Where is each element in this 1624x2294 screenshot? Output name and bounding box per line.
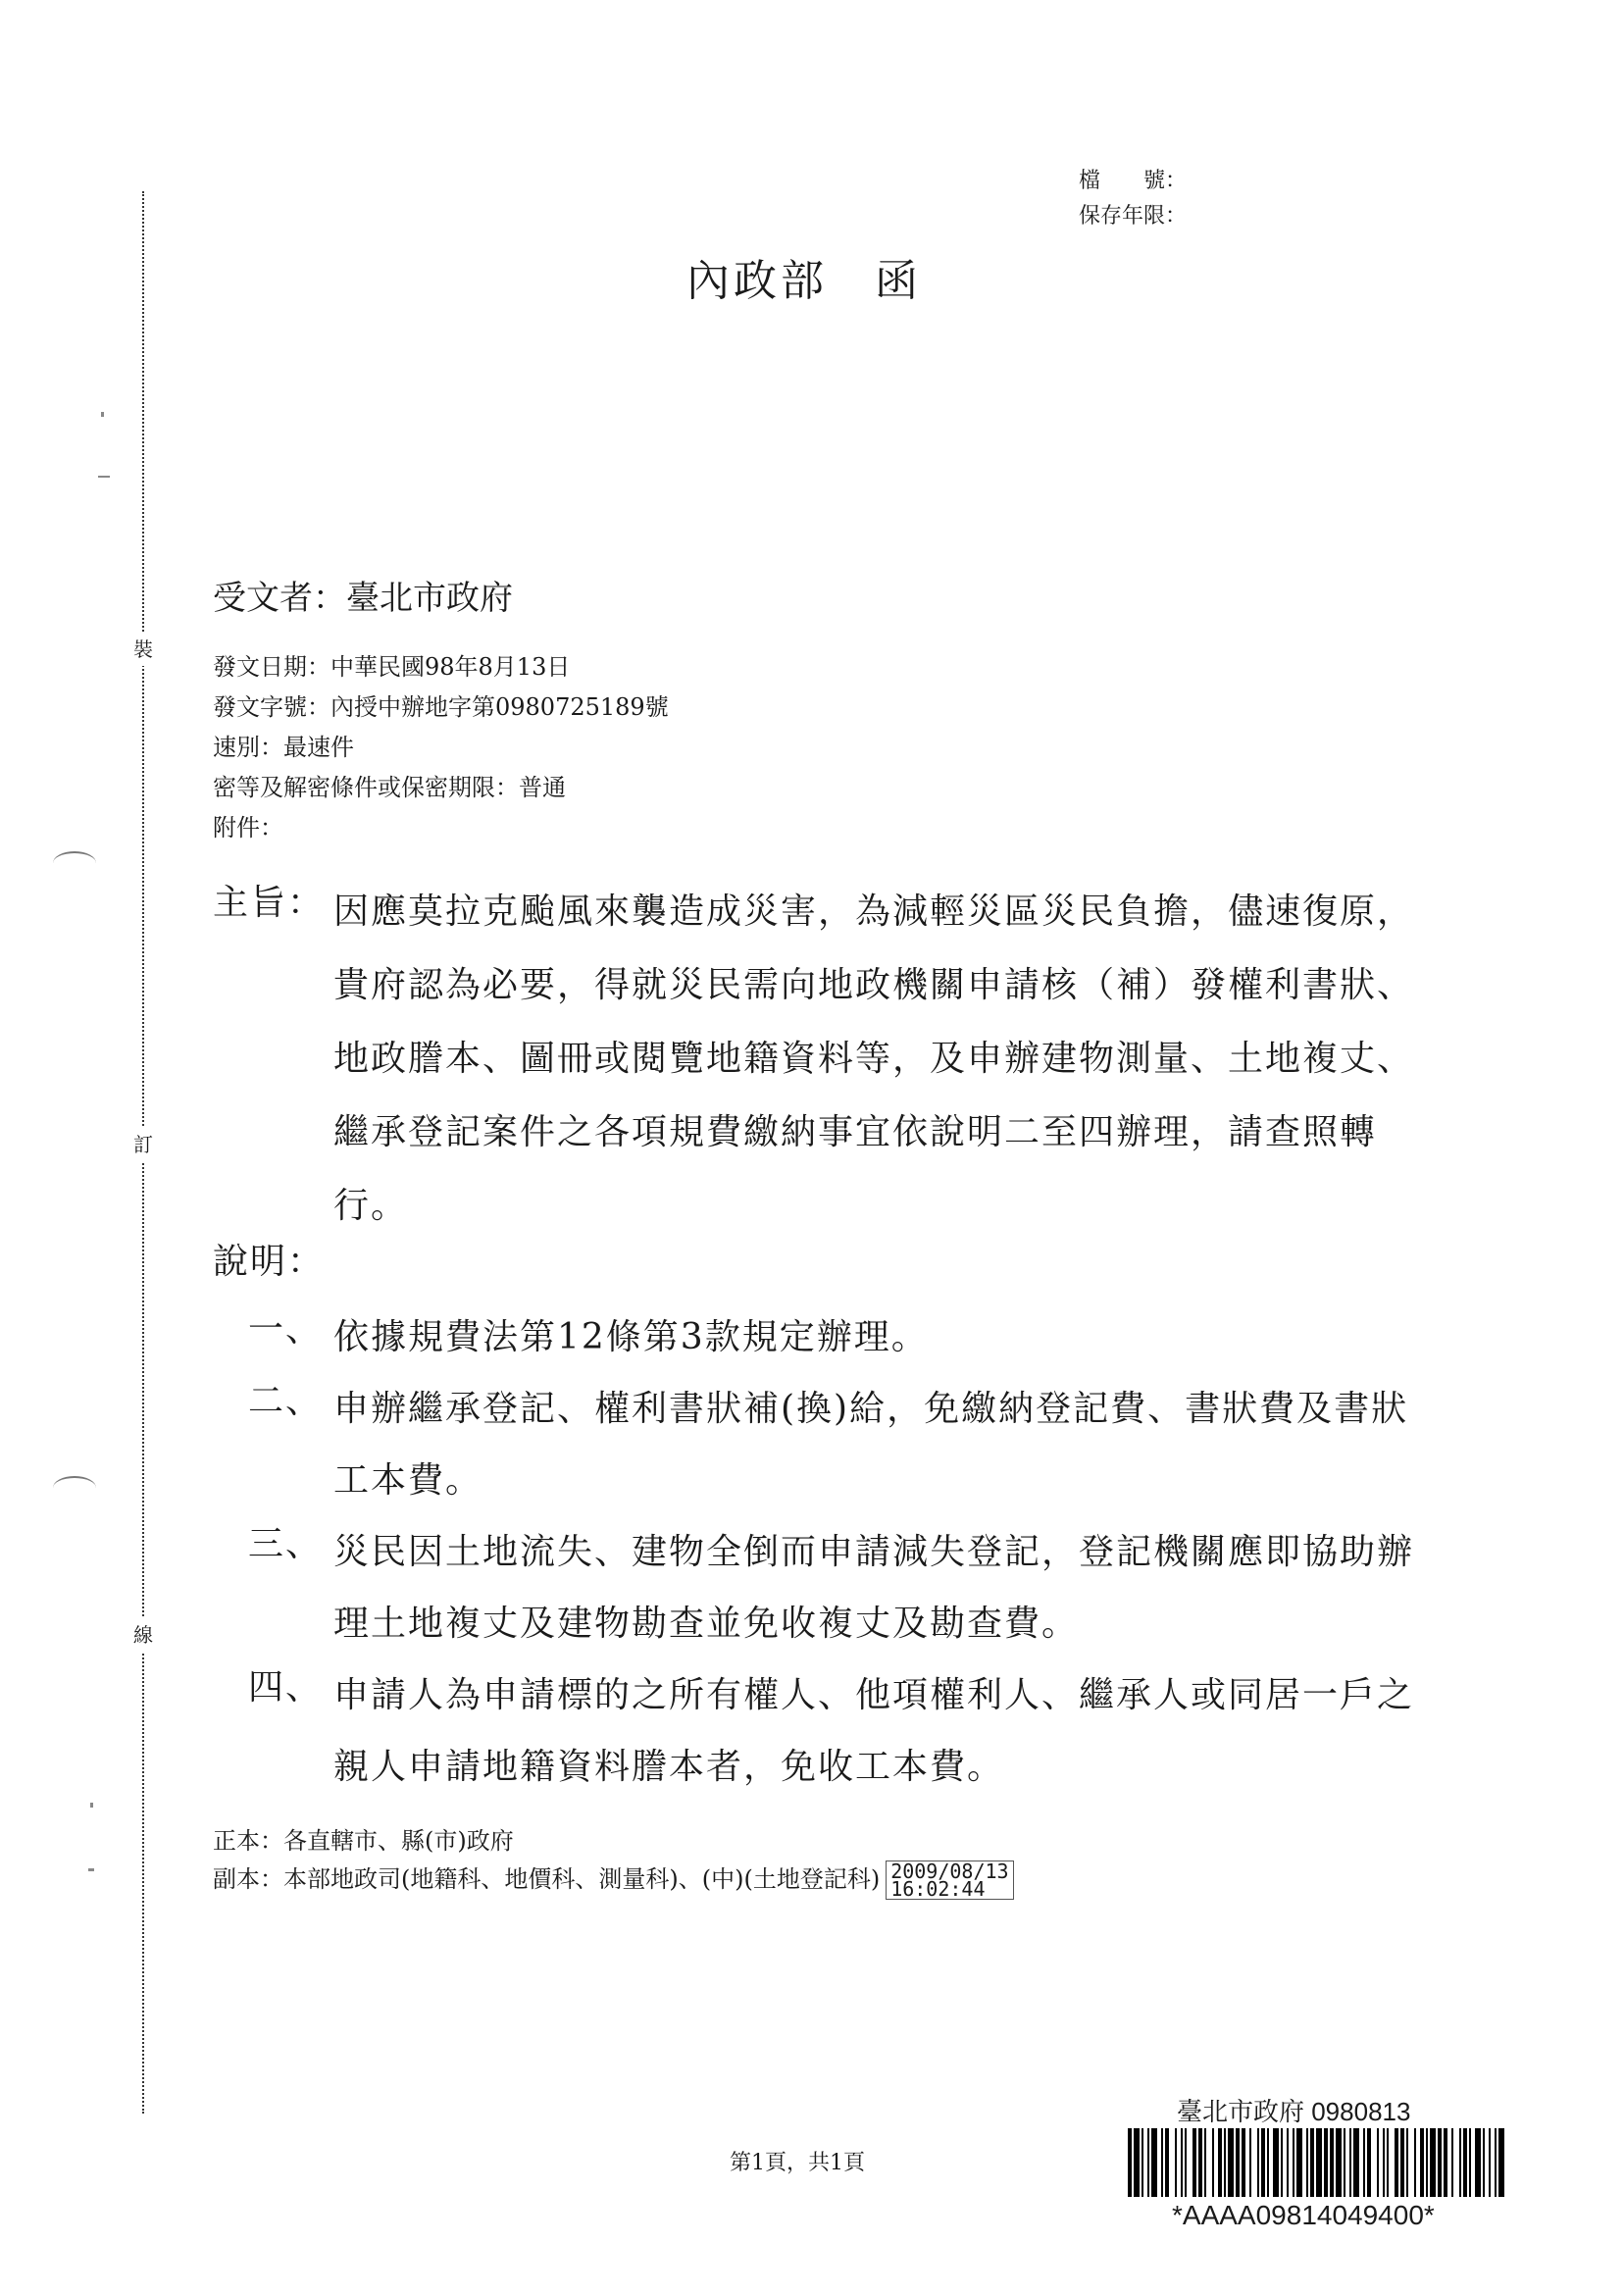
barcode-bar xyxy=(1236,2128,1240,2197)
barcode-bar xyxy=(1463,2128,1467,2197)
barcode-bar xyxy=(1224,2128,1226,2197)
barcode-bar xyxy=(1128,2128,1132,2197)
file-number-label: 檔 號： xyxy=(1079,169,1188,193)
barcode-bar xyxy=(1324,2128,1328,2197)
attachment: 附件： xyxy=(213,814,283,841)
barcode-bar xyxy=(1387,2128,1389,2197)
stamp-date: 2009/08/13 xyxy=(890,1860,1009,1883)
binding-char-zhuang: 裝 xyxy=(129,633,157,666)
issue-date: 發文日期：中華民國98年8月13日 xyxy=(213,653,571,681)
barcode-bar xyxy=(1242,2128,1245,2197)
explanation-item-number: 三、 xyxy=(248,1524,324,1564)
stamp-time: 16:02:44 xyxy=(890,1877,986,1901)
barcode-bar xyxy=(1228,2128,1234,2197)
scan-speck xyxy=(101,412,104,417)
binding-char-xian: 線 xyxy=(129,1618,157,1652)
barcode-bar xyxy=(1383,2128,1385,2197)
document-number: 發文字號：內授中辦地字第0980725189號 xyxy=(213,693,669,721)
recipient: 受文者：臺北市政府 xyxy=(213,579,513,618)
subject-label: 主旨： xyxy=(213,883,326,923)
barcode-bar xyxy=(1475,2128,1481,2197)
barcode-bar xyxy=(1426,2128,1428,2197)
barcode-bar xyxy=(1451,2128,1453,2197)
barcode-bar xyxy=(1310,2128,1314,2197)
barcode-bar xyxy=(1287,2128,1289,2197)
explanation-item-text: 依據規費法第12條第3款規定辦理。 xyxy=(333,1317,929,1357)
barcode-bar xyxy=(1459,2128,1461,2197)
barcode-bar xyxy=(1212,2128,1214,2197)
explanation-label: 說明： xyxy=(213,1242,326,1282)
binding-char-ding: 訂 xyxy=(129,1128,157,1161)
explanation-item-text: 災民因土地流失、建物全倒而申請減失登記，登記機關應即協助辦理土地複丈及建物勘查並免收複丈及勘查費。 xyxy=(333,1532,1415,1644)
barcode-bar xyxy=(1498,2128,1504,2197)
barcode-bar xyxy=(1218,2128,1222,2197)
barcode-bar xyxy=(1151,2128,1157,2197)
barcode-bar xyxy=(1430,2128,1436,2197)
punch-hole-mark xyxy=(53,1476,96,1500)
barcode-bar xyxy=(1349,2128,1351,2197)
delivery-speed: 速別：最速件 xyxy=(213,734,354,761)
duplicate-recipients-line xyxy=(213,1861,1014,1900)
receipt-timestamp-stamp xyxy=(886,1861,1013,1900)
barcode-bar xyxy=(1296,2128,1302,2197)
barcode-bar xyxy=(1175,2128,1177,2197)
barcode-bar xyxy=(1181,2128,1183,2197)
barcode-label: 臺北市政府 0980813 xyxy=(1177,2097,1411,2126)
barcode-bar xyxy=(1420,2128,1424,2197)
original-recipients: 正本：各直轄市、縣(市)政府 xyxy=(213,1827,514,1855)
explanation-item-number: 四、 xyxy=(248,1667,324,1708)
barcode-bar xyxy=(1414,2128,1416,2197)
barcode-bar xyxy=(1273,2128,1279,2197)
barcode-bar xyxy=(1406,2128,1408,2197)
barcode-bar xyxy=(1495,2128,1497,2197)
punch-hole-mark xyxy=(53,851,96,875)
barcode-bar xyxy=(1306,2128,1308,2197)
duplicate-recipients: 副本：本部地政司(地籍科、地價科、測量科)、(中)(土地登記科) xyxy=(213,1865,881,1893)
barcode-bar xyxy=(1165,2128,1169,2197)
barcode-bar xyxy=(1489,2128,1491,2197)
barcode-bar xyxy=(1363,2128,1365,2197)
barcode-bar xyxy=(1367,2128,1371,2197)
barcode-image xyxy=(1128,2128,1506,2197)
explanation-item-number: 一、 xyxy=(248,1309,324,1350)
explanation-item-text: 申請人為申請標的之所有權人、他項權利人、繼承人或同居一戶之親人申請地籍資料謄本者，免收工本費。 xyxy=(333,1675,1415,1787)
barcode-bar xyxy=(1281,2128,1283,2197)
barcode-bar xyxy=(1353,2128,1359,2197)
barcode-bar xyxy=(1483,2128,1485,2197)
barcode-bar xyxy=(1444,2128,1447,2197)
barcode-bar xyxy=(1185,2128,1187,2197)
barcode-bar xyxy=(1336,2128,1342,2197)
barcode-bar xyxy=(1147,2128,1149,2197)
barcode-bar xyxy=(1330,2128,1334,2197)
barcode-bar xyxy=(1293,2128,1294,2197)
barcode-bar xyxy=(1134,2128,1140,2197)
barcode-bar xyxy=(1316,2128,1322,2197)
barcode-bar xyxy=(1204,2128,1206,2197)
copies xyxy=(213,1822,1014,1900)
barcode-bar xyxy=(1438,2128,1442,2197)
file-info xyxy=(1079,164,1187,234)
barcode-bar xyxy=(1395,2128,1398,2197)
barcode-bar xyxy=(1249,2128,1251,2197)
barcode-bar xyxy=(1377,2128,1379,2197)
explanation-item-text: 申辦繼承登記、權利書狀補(換)給，免繳納登記費、書狀費及書狀工本費。 xyxy=(333,1389,1409,1501)
barcode-bar xyxy=(1142,2128,1143,2197)
scan-speck xyxy=(98,476,110,478)
barcode-bar xyxy=(1161,2128,1163,2197)
barcode-number: *AAAA09814049400* xyxy=(1172,2200,1435,2230)
barcode-bar xyxy=(1469,2128,1471,2197)
barcode-bar xyxy=(1267,2128,1269,2197)
scan-speck xyxy=(90,1803,93,1808)
document-meta xyxy=(213,647,669,848)
barcode-bar xyxy=(1193,2128,1196,2197)
retention-period-label: 保存年限： xyxy=(1079,204,1188,229)
page-number: 第1頁，共1頁 xyxy=(730,2151,865,2175)
barcode-bar xyxy=(1198,2128,1202,2197)
barcode-bar xyxy=(1344,2128,1345,2197)
scan-speck xyxy=(88,1868,94,1871)
subject-text: 因應莫拉克颱風來襲造成災害，為減輕災區災民負擔，儘速復原，貴府認為必要，得就災民需向地政機關申請核（補）發權利書狀、地政謄本、圖冊或閱覽地籍資料等，及申辦建物測量、土地複丈、繼承登記案件之各項規費繳納事宜依說明二至四辦理，請查照轉行。 xyxy=(333,892,1415,1226)
barcode-bar xyxy=(1257,2128,1259,2197)
barcode-bar xyxy=(1261,2128,1265,2197)
explanation-item-number: 二、 xyxy=(248,1381,324,1421)
barcode-bar xyxy=(1400,2128,1404,2197)
document-title: 內政部 函 xyxy=(686,256,922,306)
secrecy-level: 密等及解密條件或保密期限：普通 xyxy=(213,774,566,801)
